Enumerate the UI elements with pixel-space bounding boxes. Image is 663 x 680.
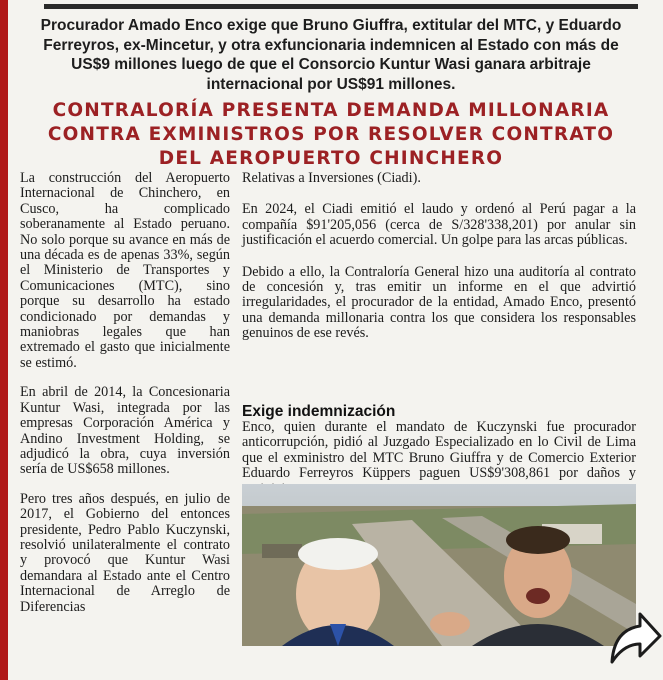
right-column [242, 171, 636, 358]
paragraph: Enco, quien durante el mandato de Kuczynski fue procurador anticorrupción, pidió al Juzgado Especializado en lo Civil de Lima que el exministro del MTC Bruno Giuffra y de Comercio Exterior Eduardo Ferreyros Küppers paguen US$9'308,861 por daños y [242, 419, 636, 482]
left-column [20, 171, 230, 629]
red-margin-bar [0, 0, 8, 680]
paragraph: Relativas a Inversiones (Ciadi). [242, 170, 421, 186]
headline: CONTRALORÍA PRESENTA DEMANDA MILLONARIA CONTRA EXMINISTROS POR RESOLVER CONTRATO DEL AEROPUERTO CHINCHERO [47, 100, 615, 169]
kicker-summary: Procurador Amado Enco exige que Bruno Giuffra, extitular del MTC, y Eduardo Ferreyros, ex-Mincetur, y otra exfuncionaria indemnicen al Estado con más de US$9 millones luego de que el Consorcio Kuntur Wasi ganara arbitraje internacional por US$91 millones. [40, 17, 622, 93]
top-rule [44, 4, 638, 9]
photo-illustration [242, 484, 636, 646]
paragraph: La construcción del Aeropuerto Internacional de Chinchero, en Cusco, ha complicado soberanamente al Estado peruano. No solo porque su avance en más de una década es de apenas 33%, según el Ministerio de Transportes y Comunicaciones (MTC), sino porque su desarrollo ha estado condicionado por demandas y maniobras legales que han extremado el gasto que inicialmente se estimó. [20, 170, 230, 371]
paragraph: Pero tres años después, en julio de 2017, el Gobierno del entonces presidente, Pedro Pablo Kuczynski, resolvió unilateralmente el contrato y provocó que Kuntur Wasi demandara al Estado ante el Centro Internacional de Arreglo de Diferencias [20, 490, 230, 615]
share-arrow-icon[interactable] [606, 604, 662, 666]
paragraph: En 2024, el Ciadi emitió el laudo y ordenó al Perú pagar a la compañía $91'205,056 (cerca de S/328'338,201) por anular sin justificación el acuerdo comercial. Un golpe para las arcas públicas. [242, 201, 636, 249]
airport-photo [242, 484, 636, 646]
paragraph: Debido a ello, la Contraloría General hizo una auditoría al contrato de concesión y, tras emitir un informe en el que advirtió irregularidades, el procurador de la entidad, Amado Enco, presentó una demanda millonaria contra los que considera los responsables genuinos de ese revés. [242, 263, 636, 342]
section-subhead: Exige indemnización [242, 403, 396, 420]
paragraph: En abril de 2014, la Concesionaria Kuntur Wasi, integrada por las empresas Corporación América y Andino Investment Holding, se adjudicó la obra, cuya inversión sería de US$658 millones. [20, 384, 230, 478]
